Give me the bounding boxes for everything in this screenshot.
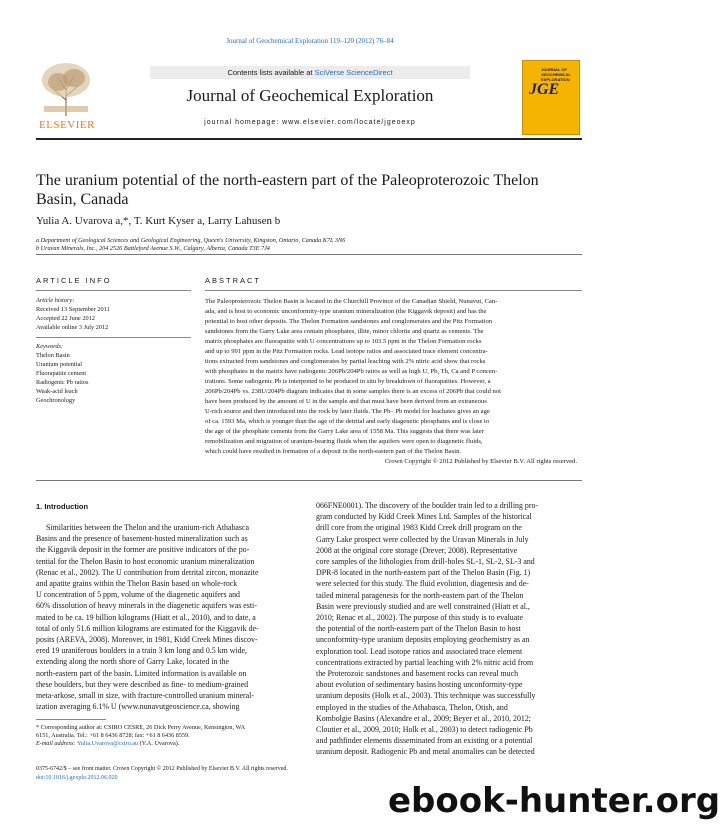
header-rule: [36, 138, 582, 140]
body-line: uranium deposits (Holk et al., 2003). This technique was successfully: [316, 691, 536, 701]
history-label: Article history:: [36, 297, 75, 304]
paper-title: [36, 171, 582, 209]
doi-link[interactable]: doi:10.1016/j.gexplo.2012.06.020: [36, 775, 118, 781]
body-rule: [36, 480, 582, 481]
journal-title: Journal of Geochemical Exploration: [186, 86, 434, 105]
history-received: Received 13 September 2011: [36, 306, 110, 313]
keyword: Fluorapatite cement: [36, 370, 87, 377]
intro-right-column: [316, 500, 582, 758]
abstract-line: remobilization and migration of uranium-bearing fluids when the aquifers were open to diagenetic fluids,: [205, 438, 483, 445]
keywords-label: Keywords:: [36, 343, 64, 350]
body-line: and apatite grains within the Thelon Basin based on whole-rock: [36, 579, 238, 589]
corresponding-author-note: * Corresponding author at: CSIRO CESRE, 26 Dick Perry Avenue, Kensington, WA: [36, 724, 246, 731]
history-accepted: Accepted 22 June 2012: [36, 315, 95, 322]
body-line: the Kiggavik deposit in the former are positive indicators of the po-: [36, 545, 250, 555]
abstract-line: have been produced by the amount of U in the sample and that must have been derived from an extraneous: [205, 398, 487, 405]
body-line: Cloutier et al., 2009, 2010; Holk et al., 2003) to detect radiogenic Pb: [316, 725, 533, 735]
abstract-line: matrix phosphates are fluorapatite with U concentrations up to 103.5 ppm in the Thelon Formation rocks: [205, 338, 482, 345]
journal-homepage[interactable]: journal homepage: www.elsevier.com/locate/jgeoexp: [204, 119, 416, 126]
keywords-rule: [36, 337, 191, 338]
abstract-line: with phosphates in the matrix have radiogenic 206Pb/204Pb ratios as well as high U, Pb, Th, Ca and P concen-: [205, 368, 498, 375]
introduction-heading: 1. Introduction: [36, 502, 89, 511]
abstract-line: U-rich source and then introduced into the rock by later fluids. The Pb– Pb model for leachates gives an age: [205, 408, 490, 415]
abstract-rule: [205, 290, 582, 291]
body-line: about evolution of sedimentary basins hosting unconformity-type: [316, 680, 523, 690]
body-line: extending along the north shore of Garry Lake, located in the: [36, 657, 230, 667]
abstract-line: potential to host other deposits. The Thelon Formation sandstones and conglomerates and the Pitz Formation: [205, 318, 493, 325]
journal-cover: [522, 60, 580, 135]
abstract-body: [205, 297, 577, 467]
body-line: tailed mineral paragenesis for the north-eastern part of the Thelon: [316, 590, 524, 600]
body-line: concentrations extracted by partial leaching with 2% nitric acid from: [316, 657, 534, 667]
body-line: and pathfinder elements disseminated from an existing or a potential: [316, 736, 533, 746]
contents-prefix: Contents lists available at: [227, 68, 315, 77]
body-line: ization averaging 6.1% U (www.nunavutgeoscience.ca, showing: [36, 702, 240, 712]
abstract-heading: ABSTRACT: [205, 276, 262, 285]
title-line-2: Basin, Canada: [36, 191, 129, 208]
body-line: core samples of the lithologies from drill-holes SL-1, SL-2, SL-3 and: [316, 557, 535, 567]
authors: Yulia A. Uvarova a,*, T. Kurt Kyser a, Larry Lahusen b: [36, 215, 281, 227]
history-online: Available online 3 July 2012: [36, 324, 109, 331]
body-line: gram conducted by Kidd Creek Mines Ltd. Samples of the historical: [316, 512, 532, 522]
abstract-line: the age of the phosphate cements from the Garry Lake area of 1558 Ma. This suggests that there was later: [205, 428, 484, 435]
body-line: 2008 at the original core storage (Drever, 2008). Representative: [316, 545, 518, 555]
section-rule: [36, 254, 582, 255]
body-line: meta-arkose, small in size, with fracture-controlled uranium mineral-: [36, 691, 255, 701]
watermark-text: ebook-hunter.org: [388, 781, 720, 821]
elsevier-tree-logo: [36, 60, 96, 118]
email-link[interactable]: Yulia.Uvarova@csiro.au: [77, 740, 139, 747]
body-line: mated to be ca. 19 billion kilograms (Hiatt et al., 2010), and to date, a: [36, 612, 256, 622]
abstract-line: tions extracted from sandstones and conglomerates by partial leaching with 2% nitric acid show that rocks: [205, 358, 486, 365]
body-line: uranium deposit. Radiogenic Pb and metal anomalies can be detected: [316, 747, 535, 757]
body-line: Kombolgie Basins (Alexandre et al., 2009; Beyer et al., 2010, 2012;: [316, 713, 531, 723]
keyword: Radiogenic Pb ratios: [36, 379, 89, 386]
abstract-line: 206Pb/204Pb vs. 238U/204Pb diagram indicates that in some samples there is an excess of 206Pb that could not: [205, 388, 501, 395]
body-line: 60% dissolution of heavy minerals in the diagenetic aquifers was esti-: [36, 601, 257, 611]
body-line: Similarities between the Thelon and the uranium-rich Athabasca: [46, 523, 249, 532]
abstract-copyright: Crown Copyright © 2012 Published by Elsevier B.V. All rights reserved.: [384, 458, 577, 465]
intro-left-column: [36, 522, 302, 712]
affiliation-a: a Department of Geological Sciences and Geological Engineering, Queen's University, Kingston, Ontario, Canada K7L 3N6: [36, 237, 346, 244]
body-line: Basin were previously studied and are well constrained (Hiatt et al.,: [316, 601, 530, 611]
body-line: employed in the studies of the Athabasca, Thelon, Otish, and: [316, 702, 508, 712]
body-line: Garry Lake prospect were collected by the Uravan Minerals in July: [316, 534, 529, 544]
article-info-heading: ARTICLE INFO: [36, 276, 112, 285]
keyword: Weak-acid leach: [36, 388, 78, 395]
body-line: exploration tool. Lead isotope ratios and associated trace element: [316, 646, 523, 656]
contents-availability: [150, 66, 470, 79]
body-line: were selected for this study. The fluid evolution, diagenesis and de-: [316, 579, 529, 589]
keyword: Thelon Basin: [36, 352, 70, 359]
journal-citation[interactable]: Journal of Geochemical Exploration 119–120 (2012) 76–84: [226, 37, 394, 45]
abstract-line: which could have resulted in formation of a deposit in the north-eastern part of the Thelon Basin.: [205, 448, 462, 455]
keyword: Uranium potential: [36, 361, 82, 368]
body-line: tential for the Thelon Basin to host economic uranium mineralization: [36, 556, 255, 566]
body-line: DPR-8 located in the north-eastern part of the Thelon Basin (Fig. 1): [316, 568, 531, 578]
body-line: ered 19 uraniferous boulders in a train 3 km long and 0.5 km wide,: [36, 646, 248, 656]
abstract-line: of ca. 1593 Ma, which is younger than the age of the detrital and early diagenetic phosphates and is close to: [205, 418, 490, 425]
abstract-line: trations. Some radiogenic Pb is interpreted to be produced in situ by breakdown of fluorapatites. However, a: [205, 378, 491, 385]
affiliation-b: b Uravan Minerals, Inc., 204 2526 Battleford Avenue S.W., Calgary, Alberta, Canada T3E 7J4: [36, 245, 270, 252]
abstract-line: ada, and is host to economic unconformity-type uranium mineralization (the Kiggavik deposit) and has the: [205, 308, 487, 315]
body-line: U concentration of 5 ppm, volume of the diagenetic aquifers and: [36, 590, 240, 600]
body-line: Basins and the presence of basement-hosted mineralization such as: [36, 534, 248, 544]
body-line: north-eastern part of the basin. Limited information is available on: [36, 668, 247, 678]
body-line: 066FNE0001). The discovery of the boulder train led to a drilling pro-: [316, 501, 539, 510]
body-line: drill core from the original 1983 Kidd Creek drill program on the: [316, 523, 522, 533]
cover-journal-name: JOURNAL OF GEOCHEMICAL EXPLORATION: [541, 67, 571, 82]
body-line: 2010; Renac et al., 2002). The purpose of this study is to evaluate: [316, 613, 523, 623]
abstract-line: sandstones from the Garry Lake area contain phosphates, illite, minor chlorite and quartz as cements. The: [205, 328, 484, 335]
footnote-rule: [36, 719, 106, 720]
email-suffix: (Y.A. Uvarova).: [138, 740, 180, 747]
body-line: the potential of the north-eastern part of the Thelon Basin to host: [316, 624, 521, 634]
body-line: (Renac et al., 2002). The U contribution from detrital zircon, monazite: [36, 567, 259, 577]
body-line: total of only 51.6 million kilograms are estimated for the Kiggavik de-: [36, 623, 259, 633]
email-label: E-mail address:: [36, 740, 78, 747]
abstract-line: and up to 991 ppm in the Pitz Formation rocks. Lead isotope ratios and associated trace element concentra-: [205, 348, 488, 355]
body-line: these boulders, but they were described as fine- to medium-grained: [36, 679, 249, 689]
article-info-rule: [36, 290, 191, 291]
sciencedirect-link[interactable]: SciVerse ScienceDirect: [314, 68, 393, 77]
body-line: posits (AREVA, 2008). Moreover, in 1981, Kidd Creek Mines discov-: [36, 635, 258, 645]
abstract-line: The Paleoproterozoic Thelon Basin is located in the Churchill Province of the Canadian Shield, Nunavut, Can-: [205, 298, 498, 305]
cover-logo: JGE: [529, 81, 560, 98]
body-line: the Proterozoic sandstones and basement rocks can reveal much: [316, 669, 519, 679]
keyword: Geochronology: [36, 397, 76, 404]
publisher-name: ELSEVIER: [39, 119, 95, 131]
email-line: [36, 740, 179, 747]
body-line: unconformity-type uranium deposits employing geochemistry as an: [316, 635, 530, 645]
corresponding-author-contact: 6151, Australia. Tel.: +61 8 6436 8728; fax: +61 8 6436 8559.: [36, 732, 190, 739]
front-matter-line: 0375-6742/$ – see front matter. Crown Copyright © 2012 Published by Elsevier B.V. All rights reserved.: [36, 766, 288, 772]
title-line-1: The uranium potential of the north-eastern part of the Paleoproterozoic Thelon: [36, 172, 539, 189]
